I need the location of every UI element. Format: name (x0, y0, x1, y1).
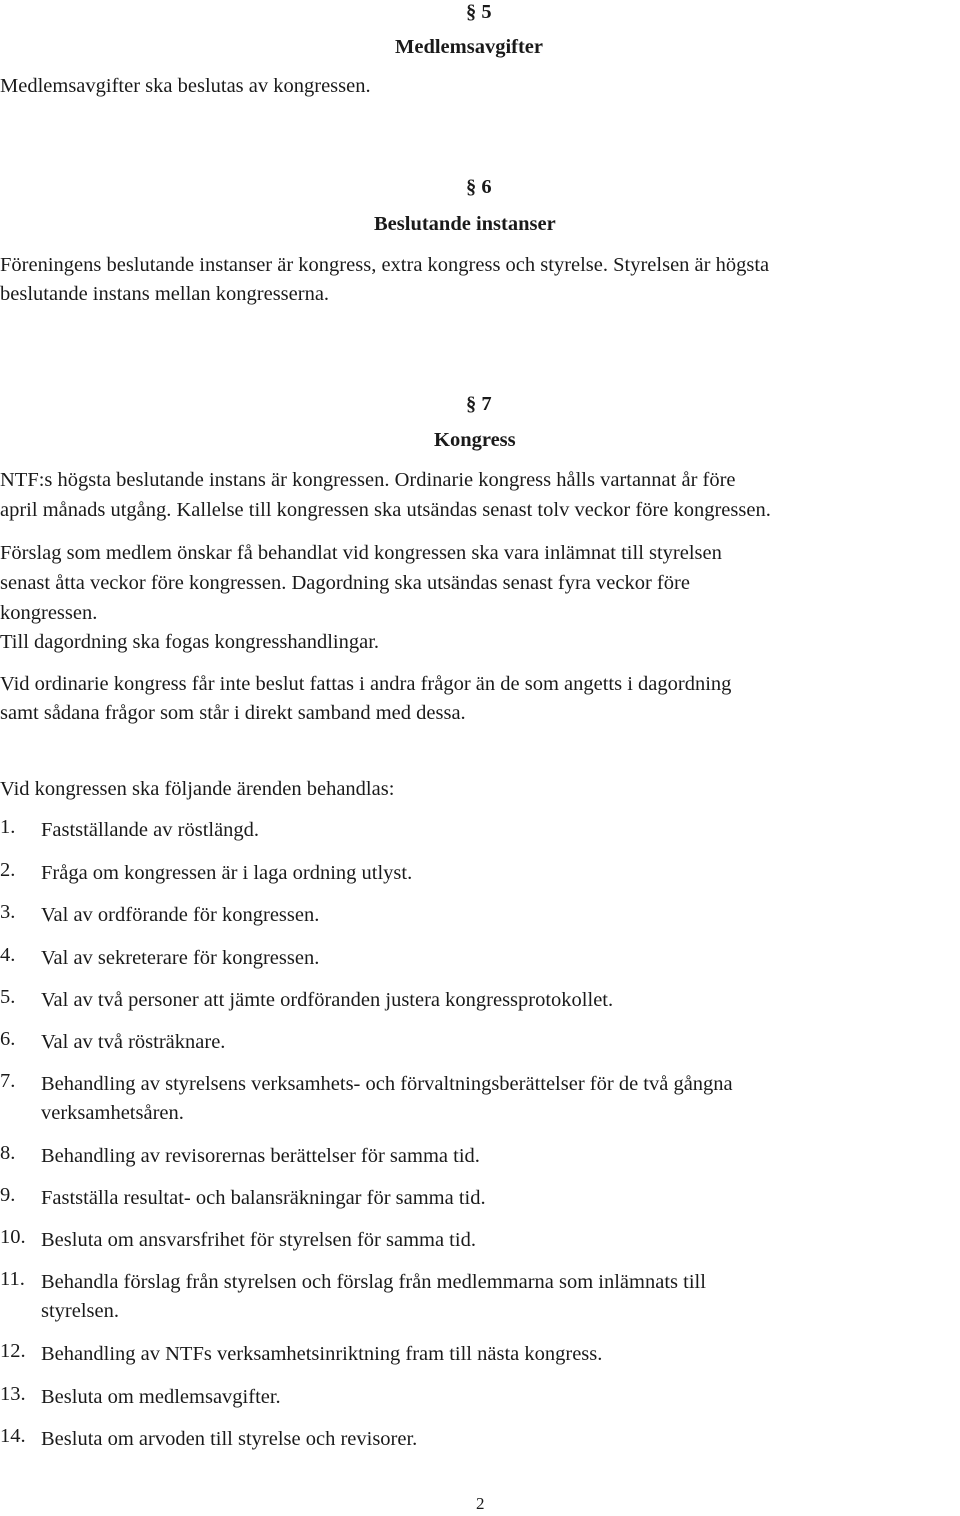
list-item (0, 1184, 960, 1213)
section-7-number: § 7 (466, 393, 492, 415)
section-7-para-3-line-1: Vid ordinarie kongress får inte beslut fattas i andra frågor än de som angetts i dagordning (0, 673, 732, 695)
section-7-para-3-line-2: samt sådana frågor som står i direkt samband med dessa. (0, 702, 466, 724)
list-item-number: 7. (0, 1070, 16, 1092)
list-item (0, 944, 960, 973)
agenda-list-intro: Vid kongressen ska följande ärenden behandlas: (0, 778, 395, 800)
list-item-number: 8. (0, 1142, 16, 1164)
section-7-para-1-line-2: april månads utgång. Kallelse till kongressen ska utsändas senast tolv veckor före kongressen. (0, 499, 771, 521)
list-item-text: Besluta om arvoden till styrelse och revisorer. (41, 1428, 418, 1450)
section-5-title: Medlemsavgifter (395, 36, 543, 58)
list-item-number: 14. (0, 1425, 26, 1447)
list-item-text: Fastställa resultat- och balansräkningar för samma tid. (41, 1187, 486, 1209)
list-item-text: Val av sekreterare för kongressen. (41, 947, 320, 969)
list-item-number: 6. (0, 1028, 16, 1050)
section-7-title: Kongress (434, 429, 516, 451)
section-6-title: Beslutande instanser (374, 213, 556, 235)
section-6-number: § 6 (466, 176, 492, 198)
list-item-number: 2. (0, 859, 16, 881)
list-item-text: Behandling av revisorernas berättelser för samma tid. (41, 1145, 480, 1167)
section-5-text: Medlemsavgifter ska beslutas av kongressen. (0, 75, 371, 97)
list-item (0, 1226, 960, 1255)
list-item-text: Behandling av NTFs verksamhetsinriktning fram till nästa kongress. (41, 1343, 603, 1365)
list-item (0, 1340, 960, 1369)
list-item (0, 859, 960, 888)
list-item-text: Val av två rösträknare. (41, 1031, 226, 1053)
list-item (0, 1383, 960, 1412)
list-item-number: 5. (0, 986, 16, 1008)
section-7-para-2-line-2: senast åtta veckor före kongressen. Dagordning ska utsändas senast fyra veckor före (0, 572, 690, 594)
list-item (0, 816, 960, 845)
list-item-number: 1. (0, 816, 16, 838)
list-item-text-continued: verksamhetsåren. (41, 1102, 184, 1124)
list-item-number: 13. (0, 1383, 26, 1405)
list-item (0, 1142, 960, 1171)
list-item-number: 10. (0, 1226, 26, 1248)
list-item-text-continued: styrelsen. (41, 1300, 119, 1322)
list-item (0, 901, 960, 930)
page-number: 2 (476, 1494, 485, 1513)
list-item-number: 4. (0, 944, 16, 966)
list-item (0, 986, 960, 1015)
section-6-line-2: beslutande instans mellan kongresserna. (0, 283, 330, 305)
section-5-number: § 5 (466, 1, 492, 23)
list-item-text: Val av ordförande för kongressen. (41, 904, 320, 926)
section-7-para-2-line-3: kongressen. (0, 602, 98, 624)
list-item-text: Behandling av styrelsens verksamhets- och förvaltningsberättelser för de två gångna (41, 1073, 733, 1095)
list-item-text: Fråga om kongressen är i laga ordning utlyst. (41, 862, 413, 884)
list-item-text: Behandla förslag från styrelsen och förslag från medlemmarna som inlämnats till (41, 1271, 706, 1293)
section-7-para-2-line-1: Förslag som medlem önskar få behandlat vid kongressen ska vara inlämnat till styrelsen (0, 542, 722, 564)
list-item-text: Besluta om medlemsavgifter. (41, 1386, 281, 1408)
section-7-para-1-line-1: NTF:s högsta beslutande instans är kongressen. Ordinarie kongress hålls vartannat år före (0, 469, 736, 491)
section-6-line-1: Föreningens beslutande instanser är kongress, extra kongress och styrelse. Styrelsen är högsta (0, 254, 770, 276)
list-item-number: 12. (0, 1340, 26, 1362)
list-item-number: 11. (0, 1268, 25, 1290)
list-item-text: Besluta om ansvarsfrihet för styrelsen för samma tid. (41, 1229, 476, 1251)
list-item (0, 1070, 960, 1128)
list-item-text: Fastställande av röstlängd. (41, 819, 260, 841)
list-item-number: 3. (0, 901, 16, 923)
list-item-number: 9. (0, 1184, 16, 1206)
list-item (0, 1425, 960, 1454)
section-7-para-2-line-4: Till dagordning ska fogas kongresshandlingar. (0, 631, 380, 653)
list-item (0, 1028, 960, 1057)
list-item-text: Val av två personer att jämte ordföranden justera kongressprotokollet. (41, 989, 614, 1011)
list-item (0, 1268, 960, 1326)
